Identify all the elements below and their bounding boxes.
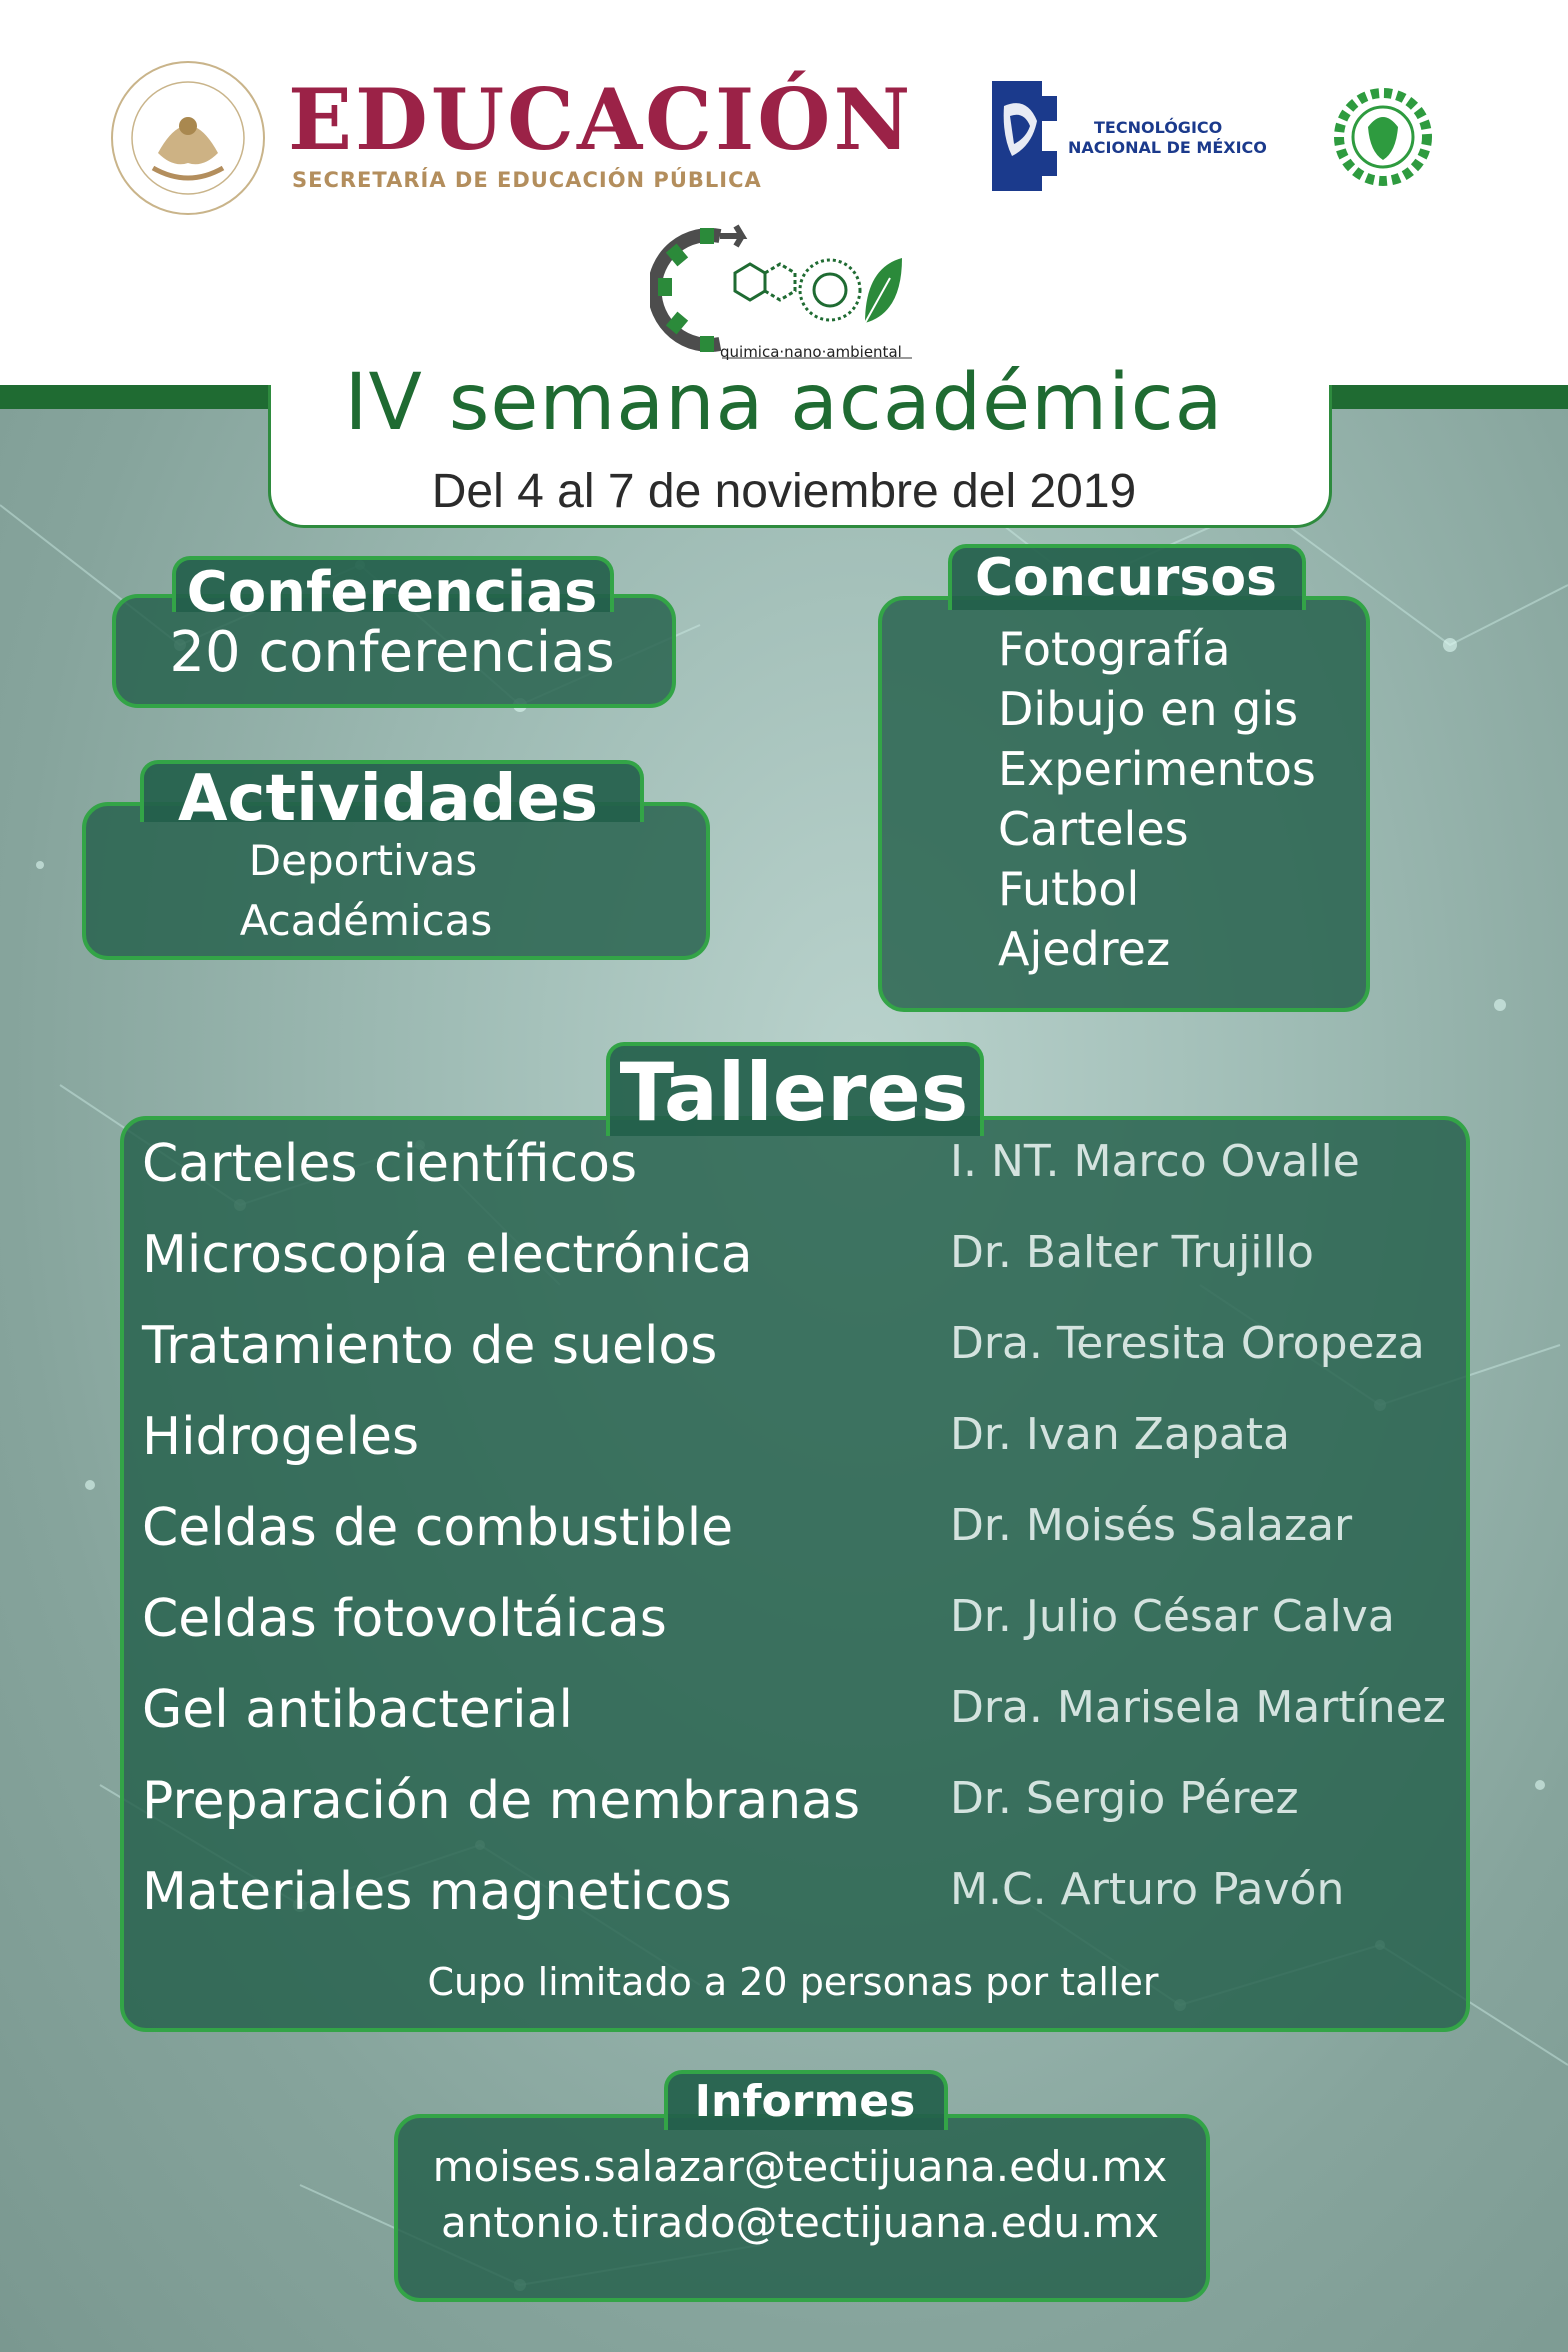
mexico-seal-icon: [108, 58, 268, 218]
actividades-item-2: Académicas: [239, 896, 493, 945]
actividades-heading: Actividades: [178, 762, 598, 836]
taller-name: Carteles científicos: [142, 1134, 638, 1194]
concursos-item-fotografia: Fotografía: [998, 622, 1231, 676]
taller-name: Gel antibacterial: [142, 1680, 573, 1740]
tecnm-line1: TECNOLÓGICO: [1094, 118, 1223, 137]
tecnm-line2: NACIONAL DE MÉXICO: [1068, 138, 1267, 157]
tijuana-gear-logo-icon: [1328, 82, 1438, 192]
taller-instructor: Dr. Sergio Pérez: [950, 1773, 1299, 1824]
taller-instructor: Dra. Teresita Oropeza: [950, 1318, 1425, 1369]
taller-name: Celdas de combustible: [142, 1498, 734, 1558]
taller-name: Microscopía electrónica: [142, 1225, 753, 1285]
concursos-item-ajedrez: Ajedrez: [998, 922, 1171, 976]
event-title: IV semana académica: [344, 358, 1224, 448]
taller-instructor: Dr. Ivan Zapata: [950, 1409, 1290, 1460]
taller-instructor: Dr. Balter Trujillo: [950, 1227, 1314, 1278]
taller-name: Celdas fotovoltáicas: [142, 1589, 667, 1649]
concursos-item-futbol: Futbol: [998, 862, 1140, 916]
informes-heading: Informes: [694, 2076, 916, 2127]
taller-instructor: Dr. Julio César Calva: [950, 1591, 1395, 1642]
taller-name: Tratamiento de suelos: [142, 1316, 718, 1376]
header: [0, 0, 1568, 385]
program-label: quimica·nano·ambiental: [720, 343, 902, 361]
sep-title: EDUCACIÓN: [288, 70, 914, 169]
informes-email-2[interactable]: antonio.tirado@tectijuana.edu.mx: [440, 2198, 1160, 2247]
concursos-item-experimentos: Experimentos: [998, 742, 1316, 796]
event-date: Del 4 al 7 de noviembre del 2019: [431, 465, 1137, 518]
concursos-heading: Concursos: [974, 548, 1278, 608]
sep-subtitle: SECRETARÍA DE EDUCACIÓN PÚBLICA: [292, 168, 762, 192]
taller-name: Materiales magneticos: [142, 1862, 732, 1922]
informes-email-1[interactable]: moises.salazar@tectijuana.edu.mx: [432, 2142, 1168, 2191]
conferencias-heading: Conferencias: [186, 560, 598, 625]
tecnm-logo-icon: [982, 76, 1064, 196]
talleres-note: Cupo limitado a 20 personas por taller: [427, 1960, 1159, 2004]
taller-instructor: I. NT. Marco Ovalle: [950, 1136, 1360, 1187]
taller-instructor: M.C. Arturo Pavón: [950, 1864, 1345, 1915]
talleres-heading: Talleres: [619, 1046, 969, 1139]
taller-instructor: Dr. Moisés Salazar: [950, 1500, 1353, 1551]
concursos-item-carteles: Carteles: [998, 802, 1189, 856]
concursos-item-dibujo: Dibujo en gis: [998, 682, 1299, 736]
taller-name: Preparación de membranas: [142, 1771, 861, 1831]
taller-instructor: Dra. Marisela Martínez: [950, 1682, 1446, 1733]
taller-name: Hidrogeles: [142, 1407, 420, 1467]
conferencias-detail: 20 conferencias: [169, 620, 615, 685]
actividades-item-1: Deportivas: [248, 836, 478, 885]
